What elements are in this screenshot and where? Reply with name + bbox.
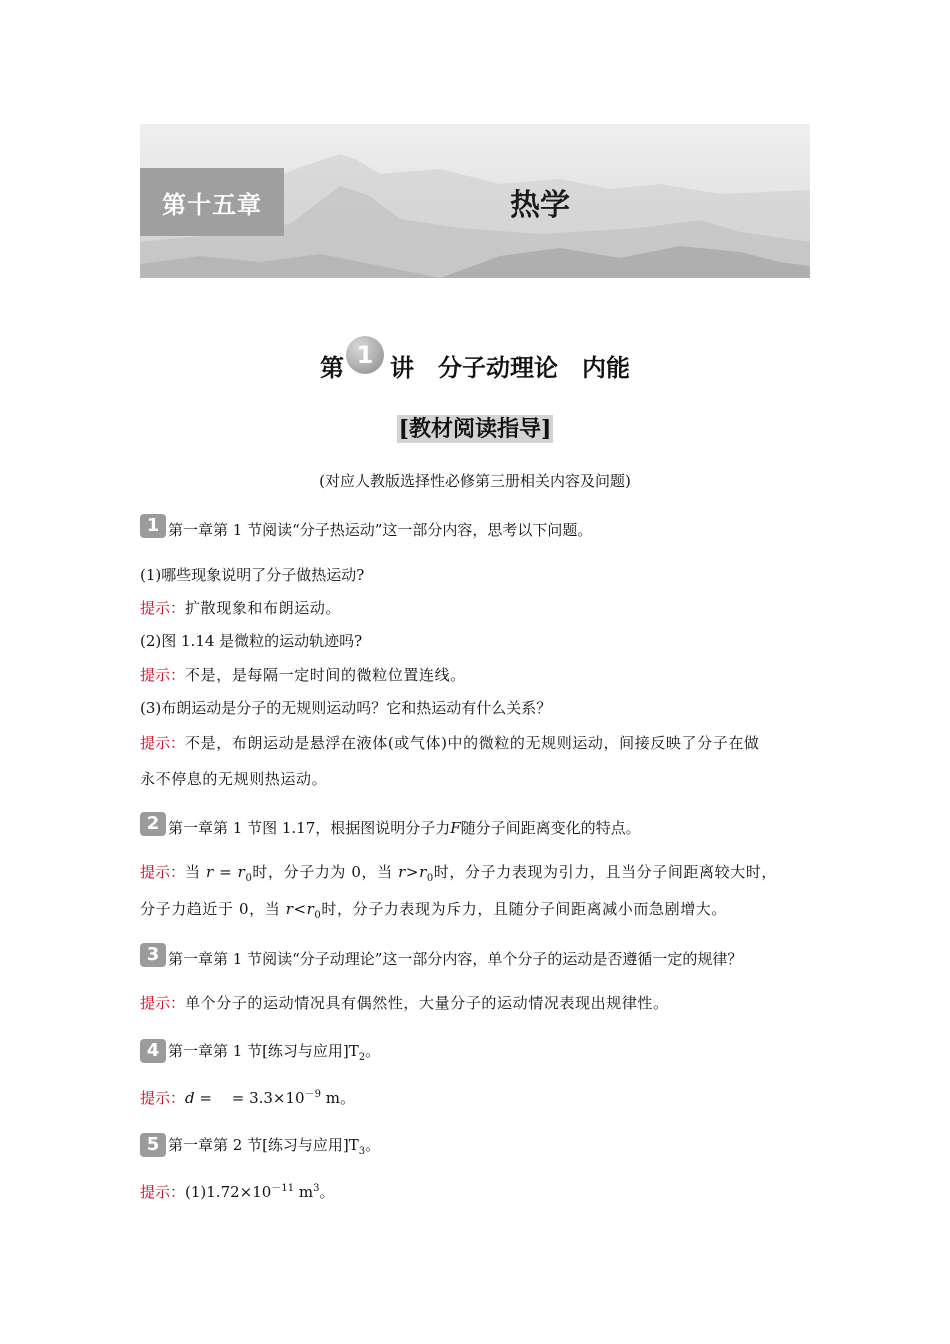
chapter-title: 热学 (510, 188, 570, 223)
subquestion: (3)布朗运动是分子的无规则运动吗？它和热运动有什么关系？ (140, 699, 552, 717)
hint-text: $(1)1.72\times 10^{-11}$ $m^3$。 (185, 1183, 335, 1201)
hint-label: 提示： (140, 863, 186, 881)
question-text: 第一章第 1 节阅读“分子动理论”这一部分内容，单个分子的运动是否遵循一定的规律？ (168, 950, 743, 968)
question-text: 第一章第 1 节阅读“分子热运动”这一部分内容，思考以下问题。 (168, 521, 593, 539)
hint-continuation (140, 898, 815, 927)
hint-continuation (140, 768, 815, 790)
subquestion: (2)图 1.14 是微粒的运动轨迹吗? (140, 632, 363, 650)
hint-label: 提示： (140, 666, 186, 684)
question-1 (140, 515, 815, 542)
question-5 (140, 1134, 815, 1163)
question-text: 第一章第 1 节[练习与应用]$T_2$。 (168, 1042, 381, 1063)
hint-label: 提示： (140, 1183, 186, 1201)
section-title (0, 412, 950, 443)
lecture-prefix: 第 (320, 353, 344, 382)
hint-text: 分子力趋近于 0，当 $r<r_0$时，分子力表现为斥力，且随分子间距离减小而急剧增大。 (140, 900, 727, 921)
hint-text: 永不停息的无规则热运动。 (140, 770, 328, 788)
chapter-banner (140, 124, 810, 278)
question-3 (140, 944, 815, 971)
chapter-label: 第十五章 (140, 168, 284, 236)
lecture-title: 讲 分子动理论 内能 (390, 353, 630, 382)
question-text: 第一章第 2 节[练习与应用]$T_3$。 (168, 1136, 381, 1157)
section-title-text: [教材阅读指导] (398, 416, 552, 442)
question-number-badge: 1 (140, 514, 166, 538)
question-text: 第一章第 1 节图 1.17，根据图说明分子力F随分子间距离变化的特点。 (168, 819, 641, 837)
section-subtitle: (对应人教版选择性必修第三册相关内容及问题) (319, 472, 631, 490)
hint-text: 不是，布朗运动是悬浮在液体(或气体)中的微粒的无规则运动，间接反映了分子在做 (185, 734, 760, 752)
hint-text: 不是，是每隔一定时间的微粒位置连线。 (185, 666, 466, 684)
question-number-badge: 2 (140, 812, 166, 836)
subquestion: (1)哪些现象说明了分子做热运动? (140, 566, 365, 584)
hint-line (140, 861, 815, 890)
hint-text: 当 $r = r_0$时，分子力为 0，当 $r>r_0$时，分子力表现为引力，且当分子间距离较大时， (185, 863, 778, 884)
hint-text: 扩散现象和布朗运动。 (185, 599, 342, 617)
hint-line (140, 992, 815, 1014)
hint-line (140, 1178, 815, 1203)
hint-label: 提示： (140, 1089, 186, 1107)
hint-line (140, 597, 815, 619)
hint-label: 提示： (140, 599, 186, 617)
hint-label: 提示： (140, 994, 186, 1012)
question-number-badge: 5 (140, 1133, 166, 1157)
hint-label: 提示： (140, 734, 186, 752)
question-number-badge: 3 (140, 943, 166, 967)
question-number-badge: 4 (140, 1039, 166, 1063)
lecture-number-badge: 1 (346, 336, 384, 374)
question-2 (140, 813, 815, 840)
hint-text: d = = $3.3\times 10^{-9}$ m。 (185, 1089, 355, 1107)
hint-line (140, 732, 815, 754)
hint-text: 单个分子的运动情况具有偶然性，大量分子的运动情况表现出规律性。 (185, 994, 669, 1012)
question-4 (140, 1040, 815, 1069)
lecture-heading (0, 341, 950, 406)
hint-line (140, 664, 815, 686)
hint-line (140, 1084, 815, 1109)
